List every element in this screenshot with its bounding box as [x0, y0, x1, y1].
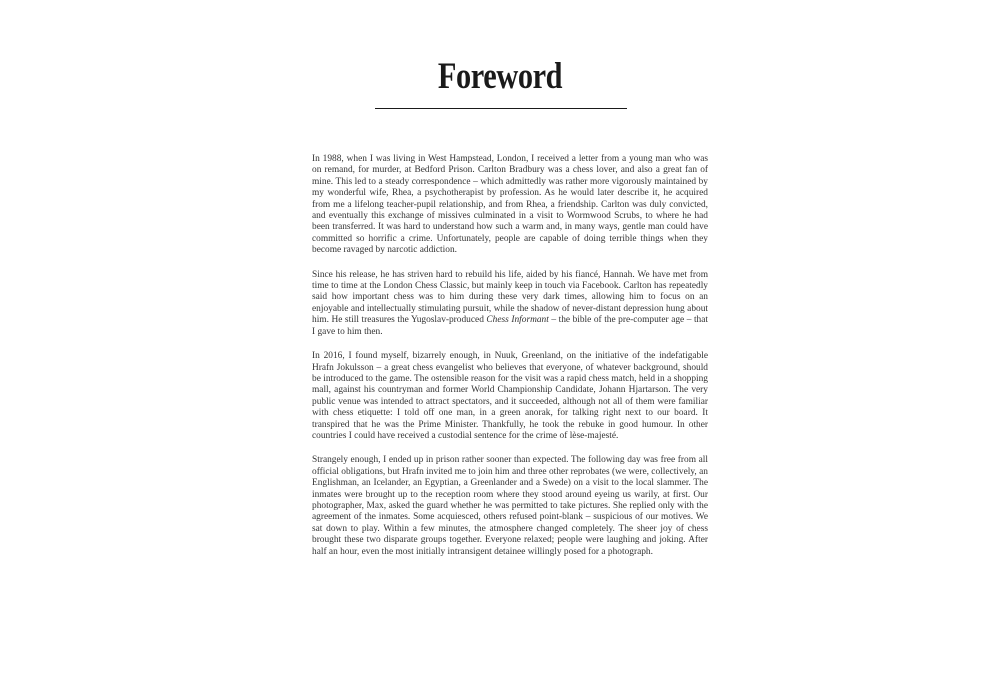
paragraph-4: Strangely enough, I ended up in prison rather sooner than expected. The following day was free from all official obligations, but Hrafn invited me to join him and three other reprobates (we were, collectively, an Englishman, an Icelander, an Egyptian, a Greenlander and a Swede) on a visit to the local slammer. The inmates were brought up to the reception room where they stood around eyeing us warily, at first. Our photographer, Max, asked the guard whether he was permitted to take pictures. She replied only with the agreement of the inmates. Some acquiesced, others refused point-blank – suspicious of our motives. We sat down to play. Within a few minutes, the atmosphere changed completely. The sheer joy of chess brought these two disparate groups together. Everyone relaxed; people were laughing and joking. After half an hour, even the most initially intransigent detainee willingly posed for a photograph. [312, 455, 708, 557]
foreword-body [312, 154, 708, 571]
paragraph-2-italic-title: Chess Informant [486, 315, 549, 326]
paragraph-2 [312, 270, 708, 338]
paragraph-2-text-after: – the bible of the pre-computer age – that I gave to him then. [312, 315, 709, 337]
paragraph-1: In 1988, when I was living in West Hampstead, London, I received a letter from a young man who was on remand, for murder, at Bedford Prison. Carlton Bradbury was a chess lover, and also a great fan of mine. This led to a steady correspondence – which admittedly was rather more vigorously maintained by my wonderful wife, Rhea, a psychotherapist by profession. As he would later describe it, he acquired from me a lifelong teacher-pupil relationship, and from Rhea, a friendship. Carlton was duly convicted, and eventually this exchange of missives culminated in a visit to Wormwood Scrubs, to where he had been transferred. It was hard to understand how such a warm and, in many ways, gentle man could have committed so horrific a crime. Unfortunately, people are capable of doing terrible things when they become ravaged by narcotic addiction. [312, 154, 708, 256]
paragraph-3: In 2016, I found myself, bizarrely enough, in Nuuk, Greenland, on the initiative of the indefatigable Hrafn Jokulsson – a great chess evangelist who believes that everyone, of whatever background, should be introduced to the game. The ostensible reason for the visit was a rapid chess match, held in a shopping mall, against his countryman and former World Championship Candidate, Johann Hjartarson. The very public venue was intended to attract spectators, and it succeeded, although not all of them were familiar with chess etiquette: I told off one man, in a green anorak, for talking right next to our board. It transpired that he was the Prime Minister. Thankfully, he took the rebuke in good humour. In other countries I could have received a custodial sentence for the crime of lèse-majesté. [312, 351, 708, 441]
page-title: Foreword [437, 56, 563, 97]
title-underline-rule [375, 108, 627, 109]
paragraph-2-text-before: Since his release, he has striven hard to rebuild his life, aided by his fiancé, Hannah. We have met from time to time at the London Chess Classic, but mainly keep in touch via Facebook. Carlton has repeatedly said how important chess was to him during these very dark times, allowing him to focus on an enjoyable and intellectually stimulating pursuit, while the shadow of never-distant depression hung about him. He still treasures the Yugoslav-produced [312, 269, 708, 326]
